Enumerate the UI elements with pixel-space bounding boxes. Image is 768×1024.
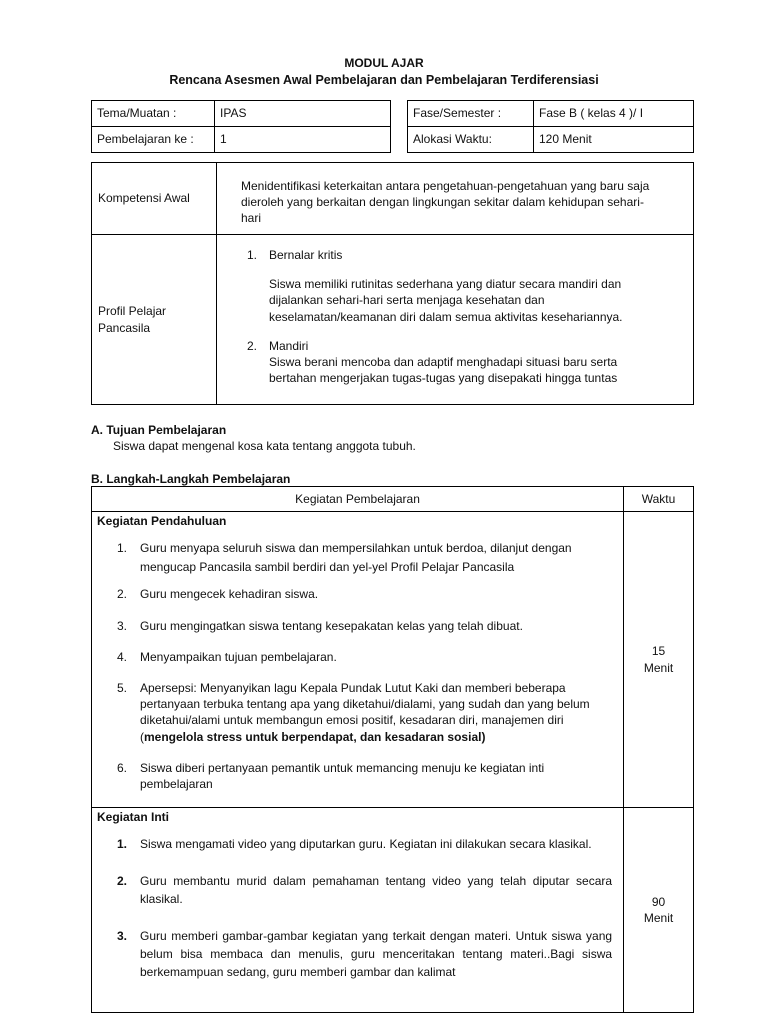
langkah-heading: B. Langkah-Langkah Pembelajaran: [91, 472, 291, 486]
list-item: 2. Guru mengecek kehadiran siswa.: [117, 587, 319, 602]
profil-label: Profil Pelajar Pancasila: [92, 235, 217, 405]
alokasi-label: Alokasi Waktu:: [408, 127, 534, 153]
pendahuluan-title: Kegiatan Pendahuluan: [97, 514, 227, 528]
info-table-left: [91, 100, 391, 153]
list-item: 1. Siswa mengamati video yang diputarkan guru. Kegiatan ini dilakukan secara klasikal.: [117, 837, 592, 852]
langkah-table: [91, 486, 694, 1013]
list-item: 4. Menyampaikan tujuan pembelajaran.: [117, 649, 337, 664]
document-title: MODUL AJAR: [344, 56, 424, 70]
pembelajaran-label: Pembelajaran ke :: [92, 127, 215, 153]
list-item: 5. Apersepsi: Menyanyikan lagu Kepala Pundak Lutut Kaki dan memberi beberapa pertanyaan terbuka tentang apa yang diketahui/dialami, yang sudah dan yang belum diketahui/alami untuk membangun emosi positif, kesadaran diri, manajemen diri (mengelola stress untuk berpendapat, dan kesadaran sosial): [117, 680, 590, 744]
col-header-kegiatan: Kegiatan Pembelajaran: [92, 487, 624, 512]
profil-list: [241, 235, 693, 386]
col-header-waktu: Waktu: [624, 487, 694, 512]
pendahuluan-steps: [93, 539, 622, 792]
inti-title: Kegiatan Inti: [97, 810, 170, 824]
pembelajaran-value: 1: [215, 127, 391, 153]
kompetensi-table: [91, 162, 694, 405]
inti-row: [92, 808, 694, 1013]
kompetensi-label: Kompetensi Awal: [92, 163, 217, 235]
inti-waktu: 90 Menit: [624, 808, 694, 1013]
fase-label: Fase/Semester :: [408, 101, 534, 127]
profil-item-title: Mandiri: [269, 338, 309, 353]
tema-label: Tema/Muatan :: [92, 101, 215, 127]
tujuan-heading: A. Tujuan Pembelajaran: [91, 423, 227, 437]
list-item: 1. Guru menyapa seluruh siswa dan mempersilahkan untuk berdoa, dilanjut dengan mengucap Pancasila sambil berdiri dan yel-yel Profil Pelajar Pancasila: [117, 541, 572, 574]
profil-item: 2. Mandiri Siswa berani mencoba dan adaptif menghadapi situasi baru serta bertahan mengerjakan tugas-tugas yang disepakati hingga tuntas: [241, 338, 663, 387]
list-item: 2. Guru membantu murid dalam pemahaman tentang video yang telah diputar secara klasikal.: [117, 873, 613, 907]
profil-item: 1. Bernalar kritis Siswa memiliki rutinitas sederhana yang diatur secara mandiri dan dijalankan sehari-hari serta menjaga kesehatan dan keselamatan/keamanan diri dalam semua aktivitas kesehariannya.: [241, 247, 663, 325]
document-subtitle: Rencana Asesmen Awal Pembelajaran dan Pembelajaran Terdiferensiasi: [169, 73, 599, 88]
list-item: 3. Guru memberi gambar-gambar kegiatan yang terkait dengan materi. Untuk siswa yang belum bisa membaca dan menulis, guru menceritakan tentang materi..Bagi siswa berkemampuan sedang, guru memberi gambar dan kalimat: [117, 928, 613, 979]
alokasi-value: 120 Menit: [534, 127, 694, 153]
document-header: [0, 55, 768, 89]
kompetensi-text: Menidentifikasi keterkaitan antara pengetahuan-pengetahuan yang baru saja dieroleh yang berkaitan dengan lingkungan sekitar dalam kehidupan sehari-hari: [241, 179, 650, 226]
tema-value: IPAS: [215, 101, 391, 127]
list-item: 6. Siswa diberi pertanyaan pemantik untuk memancing menuju ke kegiatan inti pembelajaran: [117, 760, 545, 791]
tujuan-text: Siswa dapat mengenal kosa kata tentang anggota tubuh.: [113, 439, 416, 453]
pendahuluan-row: [92, 512, 694, 808]
fase-value: Fase B ( kelas 4 )/ I: [534, 101, 694, 127]
profil-item-desc: Siswa berani mencoba dan adaptif menghadapi situasi baru serta bertahan mengerjakan tugas-tugas yang disepakati hingga tuntas: [269, 354, 618, 386]
list-item: 3. Guru mengingatkan siswa tentang kesepakatan kelas yang telah dibuat.: [117, 618, 523, 633]
profil-item-desc: Siswa memiliki rutinitas sederhana yang diatur secara mandiri dan dijalankan sehari-hari serta menjaga kesehatan dan keselamatan/keamanan diri dalam semua aktivitas kesehariannya.: [269, 277, 623, 324]
pendahuluan-waktu: 15 Menit: [624, 512, 694, 808]
info-table-right: [407, 100, 694, 153]
inti-steps: [93, 835, 622, 981]
profil-item-title: Bernalar kritis: [269, 248, 343, 262]
